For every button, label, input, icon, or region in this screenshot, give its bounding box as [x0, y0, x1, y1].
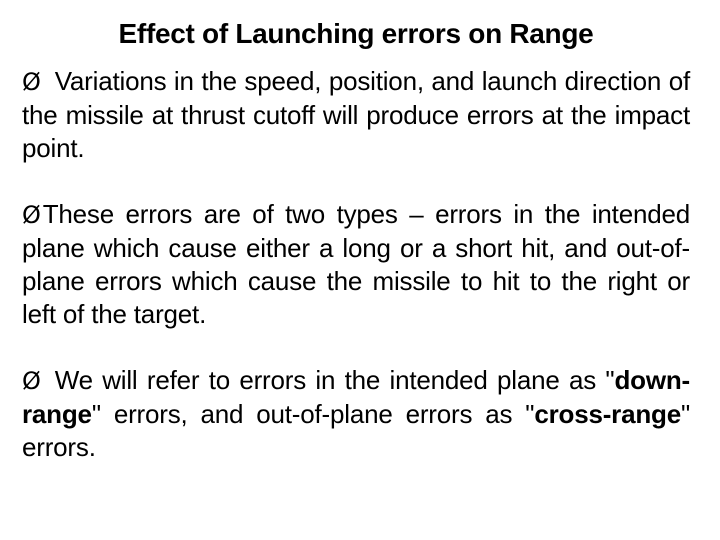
bullet-text-1: Variations in the speed, position, and launch direction of the missile at thrust cutoff will produce errors at the impact point. — [22, 66, 690, 163]
term-down-range: down-range — [22, 365, 690, 429]
bullet-text-3a: We will refer to errors in the intended plane as " — [54, 365, 615, 395]
slide-title: Effect of Launching errors on Range — [118, 18, 594, 49]
bullet-item-1 — [22, 65, 690, 165]
bullet-text-3c: " errors. — [22, 399, 690, 462]
arrow-bullet-icon: Ø — [22, 201, 41, 229]
bullet-list — [22, 65, 690, 464]
bullet-text-3b: " errors, and out-of-plane errors as " — [91, 399, 535, 429]
arrow-bullet-icon: Ø — [22, 367, 41, 395]
bullet-item-2 — [22, 198, 690, 331]
term-cross-range: cross-range — [534, 399, 681, 429]
bullet-item-3 — [22, 364, 690, 464]
bullet-text-2: These errors are of two types – errors in the intended plane which cause either a long or a short hit, and out-of-plane errors which cause the missile to hit to the right or left of the target. — [22, 199, 690, 329]
arrow-bullet-icon: Ø — [22, 68, 41, 96]
